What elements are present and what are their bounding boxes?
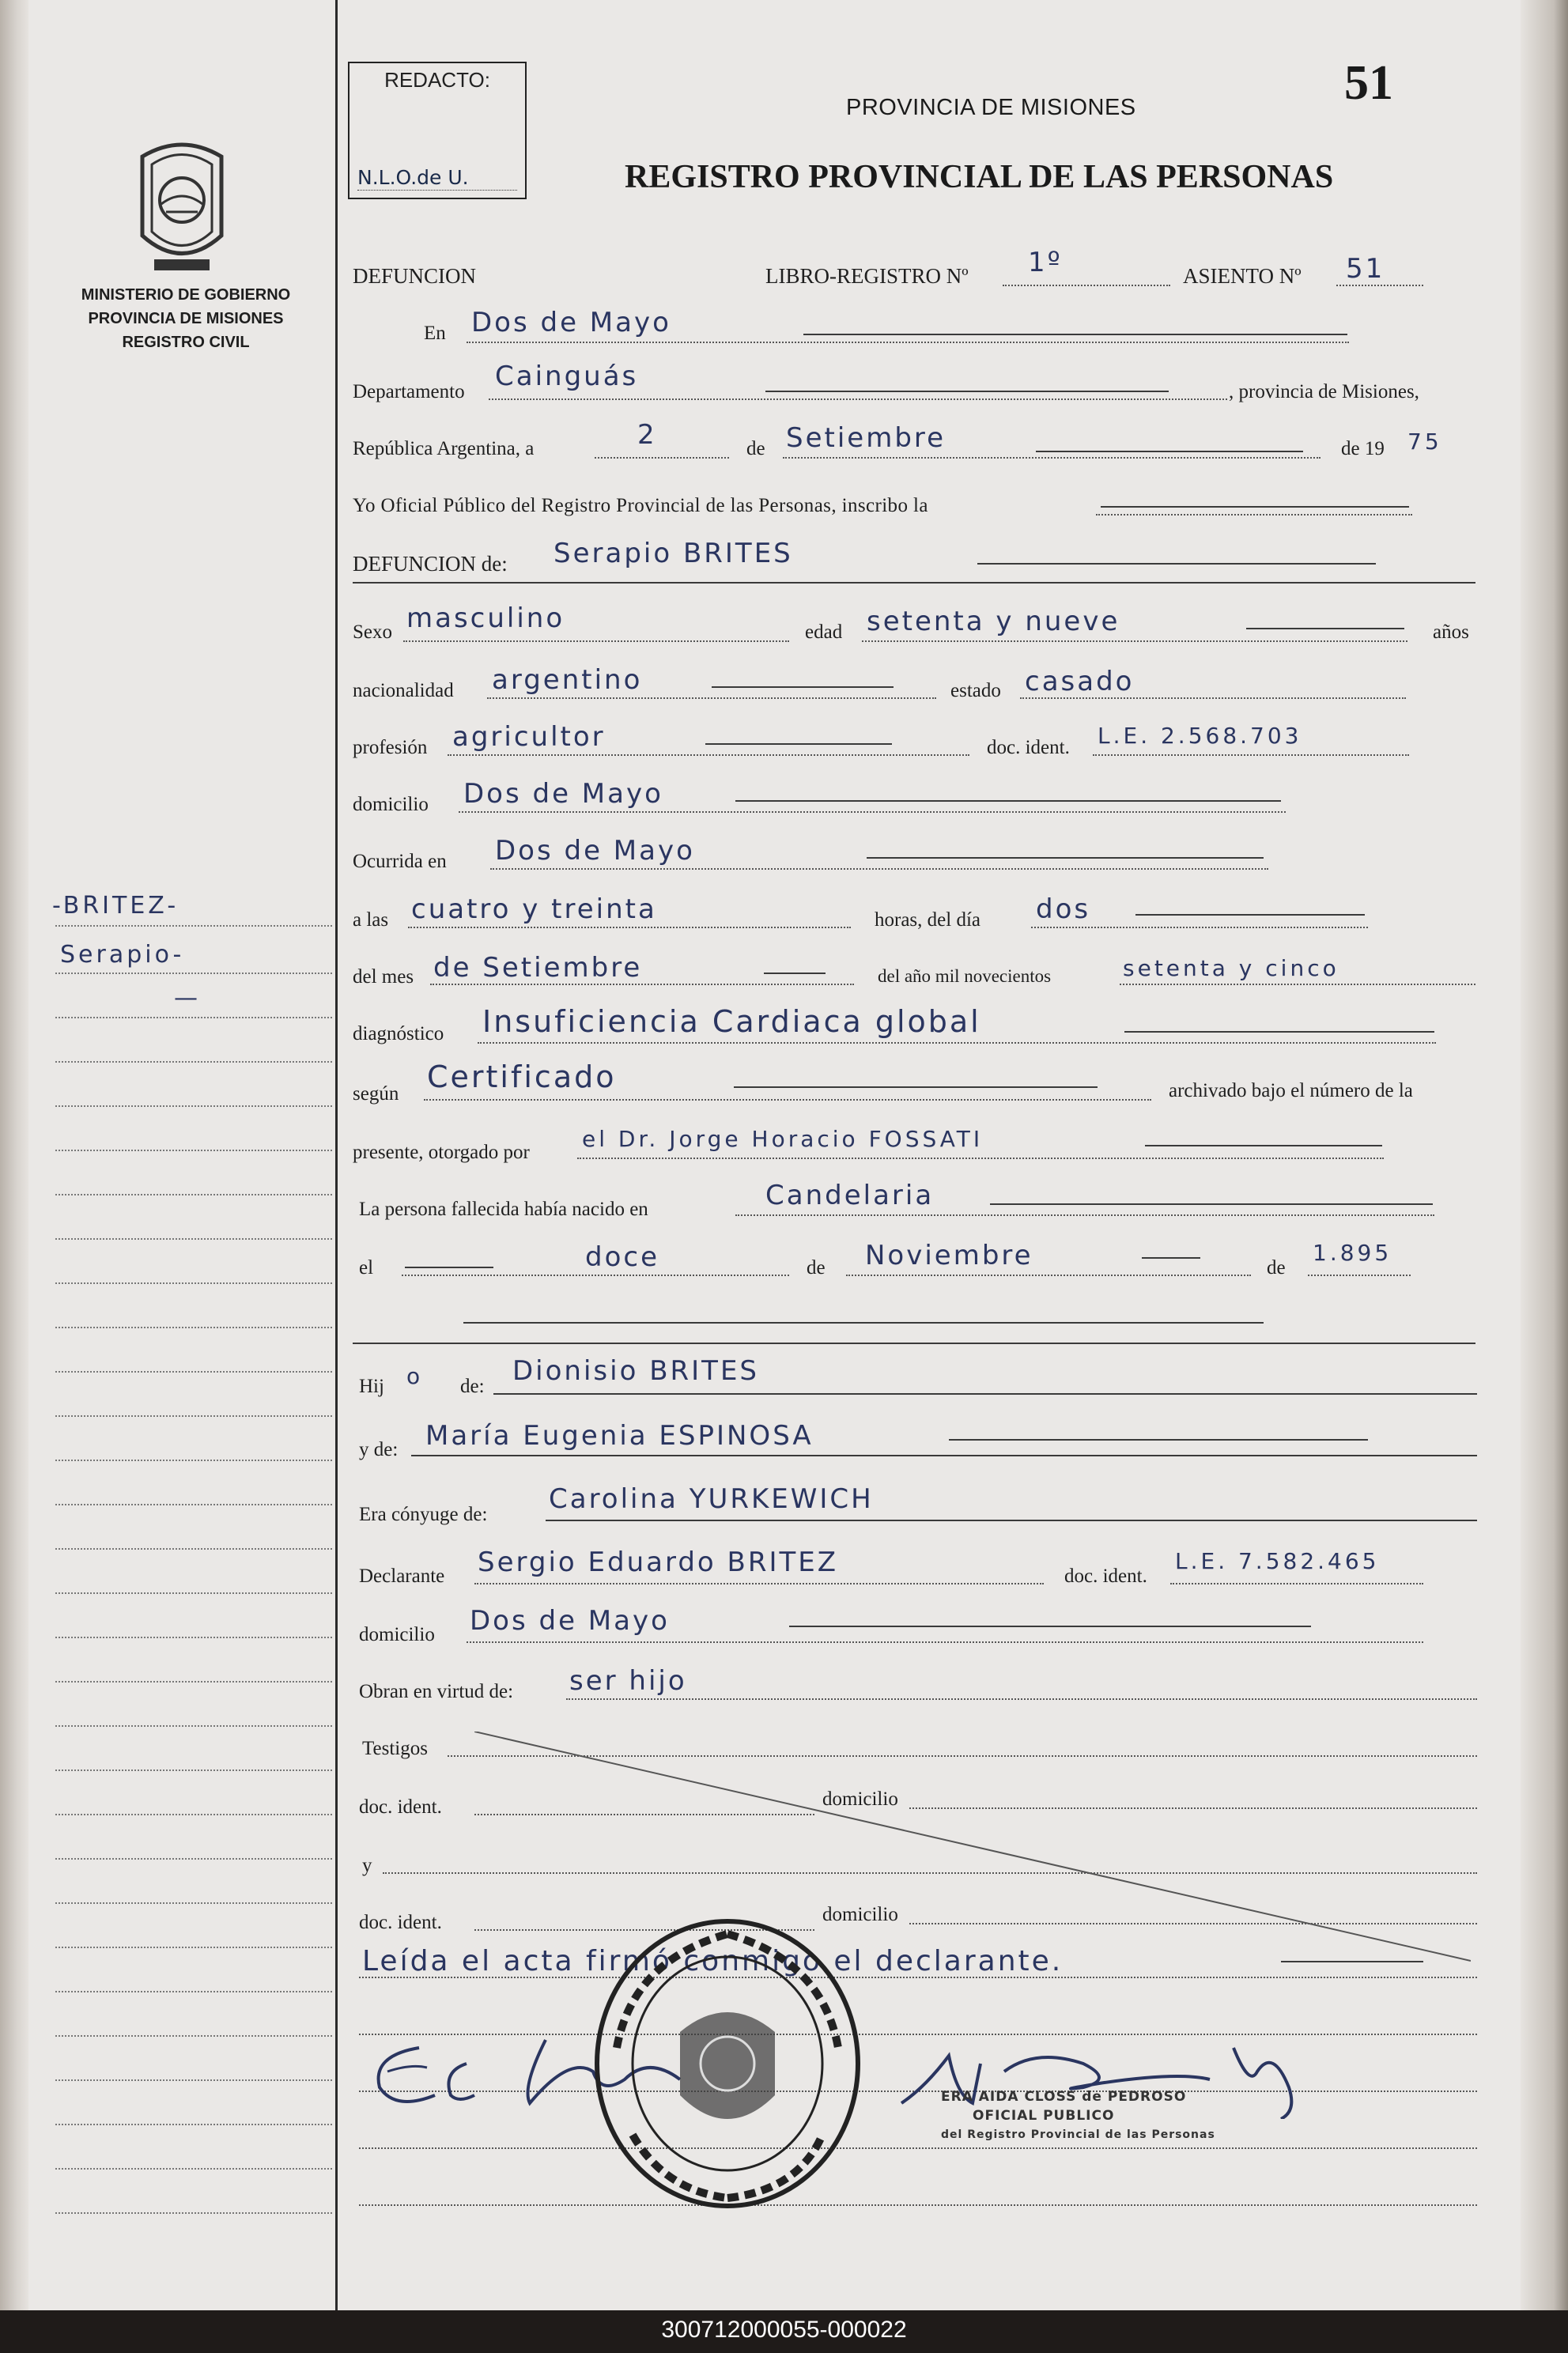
margin-rule [55,1105,332,1107]
mes-fill-line [1036,451,1303,452]
domicilio-dotline [459,811,1286,813]
margin-rule [55,1637,332,1638]
domicilio-value: Dos de Mayo [463,778,663,810]
nacido-value: Candelaria [765,1180,935,1211]
domicilio4-label: domicilio [822,1904,898,1925]
hijo-line [493,1393,1477,1395]
ocurrida-label: Ocurrida en [353,851,447,872]
footer-bar [0,2310,1568,2353]
margin-rule [55,1238,332,1240]
diagnostico-value: Insuficiencia Cardiaca global [482,1004,981,1039]
margin-rule [55,2035,332,2037]
segun-fill-line [734,1086,1098,1088]
doc3-label: doc. ident. [359,1796,442,1818]
de3-label: de [1267,1257,1286,1278]
page-edge [1521,0,1568,2310]
nacido-dotline [735,1214,1434,1216]
asiento-value: 51 [1346,253,1385,285]
blank-fill-line [463,1322,1264,1324]
margin-rule [55,1681,332,1683]
de3-value: 1.895 [1313,1240,1392,1266]
margin-rule [55,973,332,974]
hijo-value: Dionisio BRITES [512,1355,760,1387]
defuncion-de-value: Serapio BRITES [554,538,793,569]
ministry-header [47,283,324,354]
dia-dotline [595,457,729,459]
diagnostico-dotline [478,1042,1436,1044]
province-heading: PROVINCIA DE MISIONES [846,95,1136,120]
domicilio2-dotline [467,1641,1423,1643]
testigos-label: Testigos [362,1738,428,1759]
horas-value: dos [1036,893,1091,925]
nacionalidad-label: nacionalidad [353,680,454,701]
domicilio-fill-line [735,800,1281,802]
horas-label: horas, del día [875,909,980,931]
leida-dotline [359,1977,1477,1978]
nacionalidad-value: argentino [492,664,643,696]
obran-dotline [566,1698,1477,1700]
margin-rule [55,1282,332,1284]
yo-dotline [1096,514,1412,516]
margin-rule [55,1460,332,1461]
defuncion-de-fill-line [977,563,1376,565]
margin-rule [55,1194,332,1195]
el-value: doce [585,1241,659,1273]
edad-dotline [862,640,1407,642]
segun-label: según [353,1083,399,1105]
el-fill-line [405,1267,493,1268]
redacto-box [348,62,527,199]
margin-rule [55,2168,332,2170]
stamp-line-2: OFICIAL PUBLICO [973,2108,1115,2124]
province-emblem-icon [127,133,237,275]
margin-rule [55,1858,332,1860]
libro-dotline [1003,285,1170,286]
margin-rule [55,1150,332,1151]
margin-rule [55,1017,332,1018]
mes-value: Setiembre [786,422,946,454]
republica-label: República Argentina, a [353,438,535,459]
el-label: el [359,1257,374,1278]
libro-label: LIBRO-REGISTRO Nº [765,264,969,288]
yo-statement: Yo Oficial Público del Registro Provincial de las Personas, inscribo la [353,495,928,516]
del-mes-label: del mes [353,966,414,988]
margin-rule [55,1504,332,1505]
mes-dotline [783,457,1321,459]
doc4-label: doc. ident. [359,1912,442,1933]
de2-dotline [846,1275,1251,1276]
domicilio2-value: Dos de Mayo [470,1605,670,1637]
binding-edge [0,0,28,2310]
a-las-value: cuatro y treinta [411,893,657,925]
de-label: de [746,438,765,459]
presente-value: el Dr. Jorge Horacio FOSSATI [582,1126,984,1152]
declarante-label: Declarante [359,1566,445,1587]
doc2-value: L.E. 7.582.465 [1175,1548,1380,1574]
doc-ident-dotline [1093,754,1409,756]
margin-rule [55,925,332,927]
margin-rule [55,1061,332,1063]
year-value: 75 [1407,429,1442,455]
declarante-dotline [474,1583,1044,1584]
anos-label: años [1433,621,1469,643]
obran-value: ser hijo [569,1665,687,1697]
y-de-line [411,1455,1477,1456]
hijo-label: Hij [359,1376,384,1397]
registry-heading: REGISTRO PROVINCIAL DE LAS PERSONAS [625,159,1334,195]
estado-value: casado [1025,666,1135,697]
margin-rule [55,1769,332,1771]
edad-fill-line [1246,628,1404,629]
y-de-label: y de: [359,1439,399,1460]
archivado-label: archivado bajo el número de la [1169,1080,1413,1101]
departamento-dotline [489,398,1227,400]
ocurrida-dotline [490,868,1268,870]
year-label: de 19 [1341,438,1385,459]
official-stamp [941,2087,1215,2144]
conyuge-value: Carolina YURKEWICH [549,1483,874,1515]
margin-rule [55,1415,332,1417]
nacido-fill-line [990,1203,1433,1205]
yo-fill-line [1101,506,1409,508]
margin-border [335,0,338,2310]
y-label: y [362,1855,372,1876]
el-dotline [402,1275,789,1276]
margin-rule [55,1902,332,1904]
en-dotline [467,342,1349,343]
ministry-line-3: REGISTRO CIVIL [122,334,250,351]
del-mes-value: de Setiembre [433,952,643,984]
asiento-label: ASIENTO Nº [1183,264,1302,288]
segun-value: Certificado [427,1059,617,1094]
ministry-line-2: PROVINCIA DE MISIONES [88,310,284,327]
del-ano-value: setenta y cinco [1123,955,1339,981]
margin-rule [55,1725,332,1727]
domicilio2-label: domicilio [359,1624,435,1645]
estado-dotline [1020,697,1406,699]
presente-fill-line [1145,1145,1382,1146]
nacionalidad-dotline [487,697,936,699]
conyuge-line [546,1520,1477,1521]
signature-dotline [359,2204,1477,2206]
margin-rule [55,1991,332,1992]
doc2-dotline [1170,1583,1423,1584]
obran-label: Obran en virtud de: [359,1681,514,1702]
redacto-underline [357,190,517,191]
sexo-dotline [403,640,789,642]
diagnostico-label: diagnóstico [353,1023,444,1044]
edad-label: edad [805,621,843,643]
signature-dotline [359,2147,1477,2149]
nacido-label: La persona fallecida había nacido en [359,1199,648,1220]
departamento-fill-line [765,391,1169,392]
en-value: Dos de Mayo [471,307,671,338]
margin-given-name: Serapio- [60,941,185,969]
defuncion-heading: DEFUNCION [353,264,477,288]
domicilio3-label: domicilio [822,1788,898,1810]
doc-ident-value: L.E. 2.568.703 [1098,723,1302,749]
profesion-fill-line [705,743,892,745]
de2-fill-line [1142,1257,1200,1259]
ministry-line-1: MINISTERIO DE GOBIERNO [81,286,291,304]
redacto-value: N.L.O.de U. [357,166,469,189]
en-label: En [424,323,446,344]
page-number: 51 [1344,56,1393,110]
estado-label: estado [950,680,1001,701]
margin-surname: -BRITEZ- [52,892,179,920]
margin-rule [55,1592,332,1594]
margin-rule [55,1947,332,1948]
defuncion-de-label: DEFUNCION de: [353,552,508,576]
del-mes-fill-line [764,973,826,974]
horas-dotline [1031,927,1368,928]
profesion-value: agricultor [452,721,606,753]
libro-value: 1º [1028,247,1063,278]
image-id: 300712000055-000022 [661,2317,907,2343]
dia-value: 2 [637,419,657,451]
departamento-value: Cainguás [495,361,639,392]
diagnostico-fill-line [1124,1031,1434,1033]
hijo-de-label: de: [460,1376,485,1397]
y-de-value: María Eugenia ESPINOSA [425,1420,814,1452]
margin-rule [55,1814,332,1815]
del-mes-dotline [430,984,854,985]
registry-seal [585,1913,870,2214]
leida-fill-line [1281,1961,1423,1962]
profesion-dotline [448,754,969,756]
provincia-label: , provincia de Misiones, [1229,381,1419,402]
margin-rule [55,1548,332,1550]
hijo-suffix: o [406,1363,424,1389]
margin-rule [55,2212,332,2214]
section-divider [353,1343,1475,1344]
ocurrida-fill-line [867,857,1264,859]
conyuge-label: Era cónyuge de: [359,1504,488,1525]
a-las-label: a las [353,909,389,931]
nacionalidad-fill-line [712,686,894,688]
stamp-line-3: del Registro Provincial de las Personas [941,2128,1215,2141]
de3-dotline [1308,1275,1411,1276]
domicilio2-fill-line [789,1626,1311,1627]
del-ano-label: del año mil novecientos [878,966,1052,986]
presente-label: presente, otorgado por [353,1142,530,1163]
asiento-dotline [1336,285,1423,286]
margin-rule [55,1371,332,1373]
del-ano-dotline [1120,984,1475,985]
margin-dash: — [174,984,201,1012]
margin-rule [55,1327,332,1328]
leida-statement: Leída el acta firmó conmigo el declarante. [362,1945,1064,1977]
doc-ident-label: doc. ident. [987,737,1070,758]
margin-rule [55,2079,332,2081]
sexo-value: masculino [406,602,565,634]
domicilio-label: domicilio [353,794,429,815]
presente-dotline [577,1158,1384,1159]
margin-rule [55,2124,332,2125]
redacto-label: REDACTO: [384,68,490,92]
en-fill-line [803,334,1347,335]
declarante-value: Sergio Eduardo BRITEZ [478,1547,839,1578]
de2-value: Noviembre [865,1240,1033,1271]
edad-value: setenta y nueve [867,606,1120,637]
stamp-line-1: ERA AIDA CLOSS de PEDROSO [941,2089,1187,2105]
ocurrida-value: Dos de Mayo [495,835,695,867]
departamento-label: Departamento [353,381,465,402]
sexo-label: Sexo [353,621,392,643]
de2-label: de [807,1257,826,1278]
a-las-dotline [408,927,851,928]
y-de-fill-line [949,1439,1368,1441]
doc2-label: doc. ident. [1064,1566,1147,1587]
segun-dotline [424,1099,1151,1101]
profesion-label: profesión [353,737,428,758]
horas-fill-line [1135,914,1365,916]
section-divider [353,582,1475,584]
